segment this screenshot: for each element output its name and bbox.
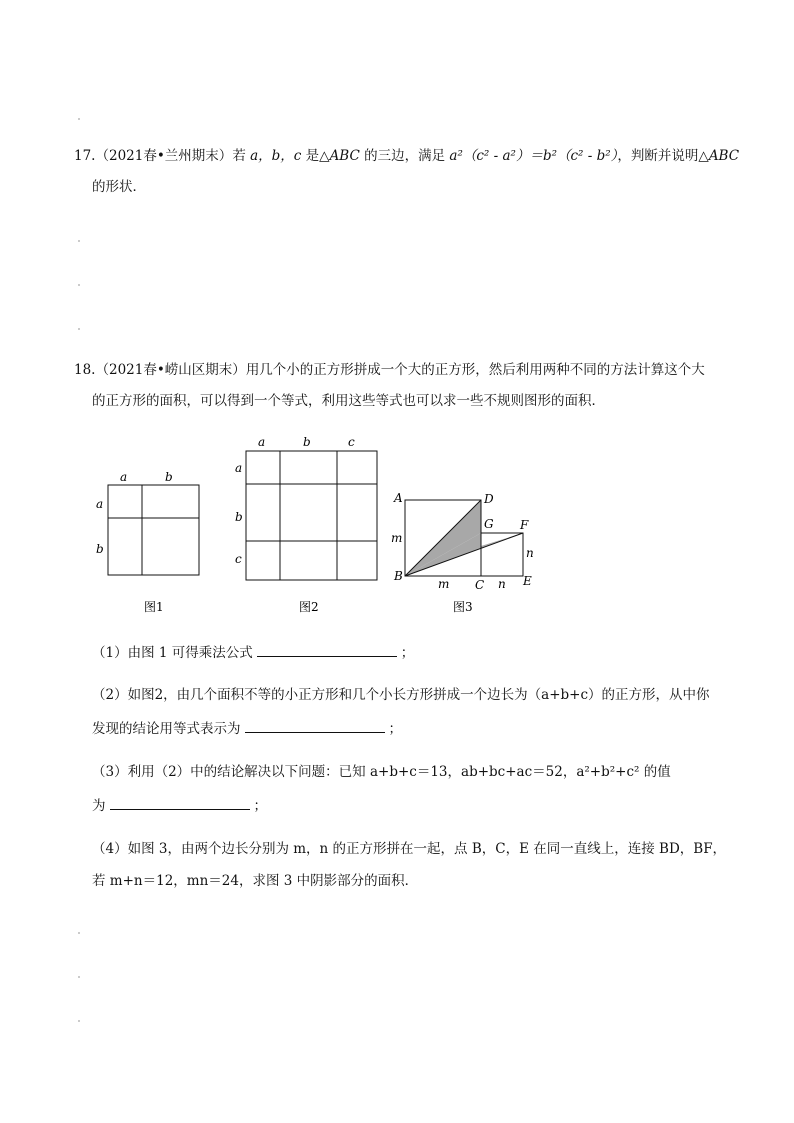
fig2-label-b-left: b	[235, 510, 243, 524]
fig3-point-E: E	[523, 574, 532, 588]
q18-part2-line2	[92, 718, 402, 738]
q17-line2: 的形状．	[92, 179, 146, 195]
fig1-caption: 图1	[144, 600, 164, 614]
q18-part3-text: 为	[92, 798, 106, 814]
figure-1	[96, 470, 199, 614]
q17-vars: a，b，c	[250, 148, 302, 164]
fig3-point-D: D	[484, 492, 494, 506]
figure-3	[391, 491, 534, 614]
margin-dot	[78, 284, 80, 286]
q18-part3-end: ；	[253, 798, 267, 814]
answer-blank-1[interactable]	[257, 642, 397, 657]
q17-triangle-name: ABC	[708, 148, 740, 164]
q18-number: 18.	[74, 362, 96, 378]
fig2-label-b-top: b	[303, 435, 311, 449]
q18-source: （2021春•崂山区期末）	[95, 362, 246, 378]
q18-part4-line1: （4）如图 3，由两个边长分别为 m，n 的正方形拼在一起，点 B，C，E 在同一直线上，连接 BD，BF，	[92, 841, 727, 857]
fig3-label-n-right: n	[526, 546, 534, 560]
margin-dot	[78, 932, 80, 934]
q17-text: 若	[232, 148, 251, 164]
q18-part4-line2: 若 m+n＝12，mn＝24，求图 3 中阴影部分的面积．	[92, 873, 419, 889]
fig2-label-a-left: a	[235, 461, 243, 475]
fig2-label-a-top: a	[258, 435, 266, 449]
q18-part2-end: ；	[388, 721, 402, 737]
q17-formula: a²（c² - a²）＝b²（c² - b²）	[449, 148, 618, 164]
margin-dot	[78, 976, 80, 978]
q17-number: 17.	[74, 148, 96, 164]
q17-text: 的三边，满足	[359, 148, 450, 164]
fig1-label-a-left: a	[96, 497, 104, 511]
q18-part1-text: （1）由图 1 可得乘法公式	[92, 645, 253, 661]
q17-triangle-name: ABC	[329, 148, 360, 164]
fig2-label-c-left: c	[235, 552, 242, 566]
fig1-label-b-left: b	[96, 542, 104, 556]
figure-2	[235, 435, 377, 614]
q18-part1	[92, 642, 414, 662]
fig1-label-a-top: a	[120, 470, 128, 484]
fig3-point-G: G	[484, 517, 494, 531]
q17-source: （2021春•兰州期末）	[95, 148, 233, 164]
fig3-label-n-bottom: n	[498, 577, 506, 591]
fig3-point-A: A	[394, 491, 403, 505]
margin-dot	[78, 328, 80, 330]
figures	[0, 430, 794, 630]
answer-blank-3[interactable]	[110, 795, 250, 810]
margin-dot	[78, 240, 80, 242]
fig3-point-B: B	[394, 569, 403, 583]
fig2-caption: 图2	[299, 600, 319, 614]
fig3-point-F: F	[520, 518, 529, 532]
fig1-label-b-top: b	[165, 470, 173, 484]
q18-line1	[74, 361, 705, 379]
fig3-label-m-bottom: m	[438, 577, 450, 591]
fig3-caption: 图3	[453, 600, 473, 614]
q18-intro: 用几个小的正方形拼成一个大的正方形，然后利用两种不同的方法计算这个大	[245, 362, 705, 378]
q18-part3-line2	[92, 795, 267, 815]
q18-part2-line1: （2）如图2，由几个面积不等的小正方形和几个小长方形拼成一个边长为（a+b+c）的正方形，从中你	[92, 687, 710, 703]
fig3-label-m-left: m	[391, 531, 403, 545]
q18-part1-end: ；	[400, 645, 415, 661]
q18-part2-text: 发现的结论用等式表示为	[92, 721, 241, 737]
q17-text: ，判断并说明△	[617, 148, 709, 164]
q18-line2: 的正方形的面积，可以得到一个等式，利用这些等式也可以求一些不规则图形的面积．	[92, 393, 605, 409]
fig2-label-c-top: c	[348, 435, 355, 449]
margin-dot	[78, 118, 80, 120]
q17-line1	[74, 147, 739, 165]
q17-text: 是△	[301, 148, 330, 164]
q18-part3-line1: （3）利用（2）中的结论解决以下问题：已知 a+b+c＝13，ab+bc+ac＝52，a²+b²+c² 的值	[92, 764, 671, 780]
answer-blank-2[interactable]	[245, 718, 385, 733]
fig3-point-C: C	[475, 578, 485, 592]
margin-dot	[78, 1020, 80, 1022]
